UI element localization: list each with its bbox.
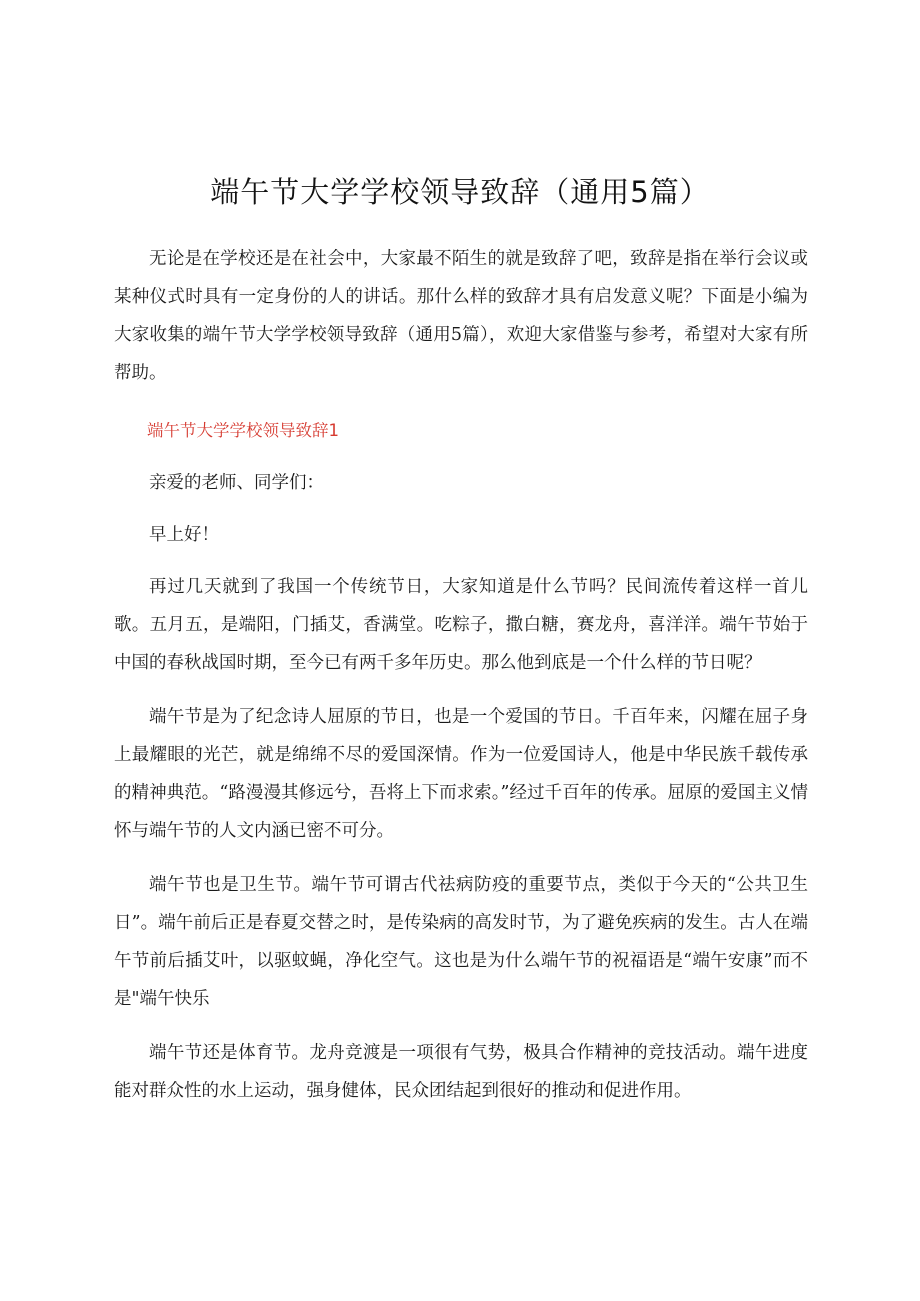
salutation-paragraph: 早上好！ — [149, 525, 219, 545]
body-paragraph: 端午节还是体育节。龙舟竞渡是一项很有气势，极具合作精神的竞技活动。端午进度能对群众性的水上运动，强身健体，民众团结起到很好的推动和促进作用。 — [114, 1043, 808, 1101]
body-paragraph: 端午节也是卫生节。端午节可谓古代祛病防疫的重要节点，类似于今天的“公共卫生日”。端午前后正是春夏交替之时，是传染病的高发时节，为了避免疾病的发生。古人在端午节前后插艾叶，以驱蚊蝇，净化空气。这也是为什么端午节的祝福语是“端午安康”而不是"端午快乐 — [114, 875, 808, 1009]
intro-paragraph: 无论是在学校还是在社会中，大家最不陌生的就是致辞了吧，致辞是指在举行会议或某种仪式时具有一定身份的人的讲话。那什么样的致辞才具有启发意义呢？下面是小编为大家收集的端午节大学学校领导致辞（通用5篇），欢迎大家借鉴与参考，希望对大家有所帮助。 — [114, 249, 808, 383]
body-paragraph: 再过几天就到了我国一个传统节日，大家知道是什么节吗？民间流传着这样一首儿歌。五月五，是端阳，门插艾，香满堂。吃粽子，撒白糖，赛龙舟，喜洋洋。端午节始于中国的春秋战国时期，至今已有两千多年历史。那么他到底是一个什么样的节日呢？ — [114, 577, 808, 673]
greeting-paragraph: 亲爱的老师、同学们： — [149, 473, 324, 493]
section-heading: 端午节大学学校领导致辞1 — [147, 421, 339, 440]
document-body — [114, 240, 808, 1110]
body-paragraph: 端午节是为了纪念诗人屈原的节日，也是一个爱国的节日。千百年来，闪耀在屈子身上最耀眼的光芒，就是绵绵不尽的爱国深情。作为一位爱国诗人，他是中华民族千载传承的精神典范。“路漫漫其修远兮，吾将上下而求索。”经过千百年的传承。屈原的爱国主义情怀与端午节的人文内涵已密不可分。 — [114, 707, 808, 841]
document-title: 端午节大学学校领导致辞（通用5篇） — [210, 175, 710, 209]
